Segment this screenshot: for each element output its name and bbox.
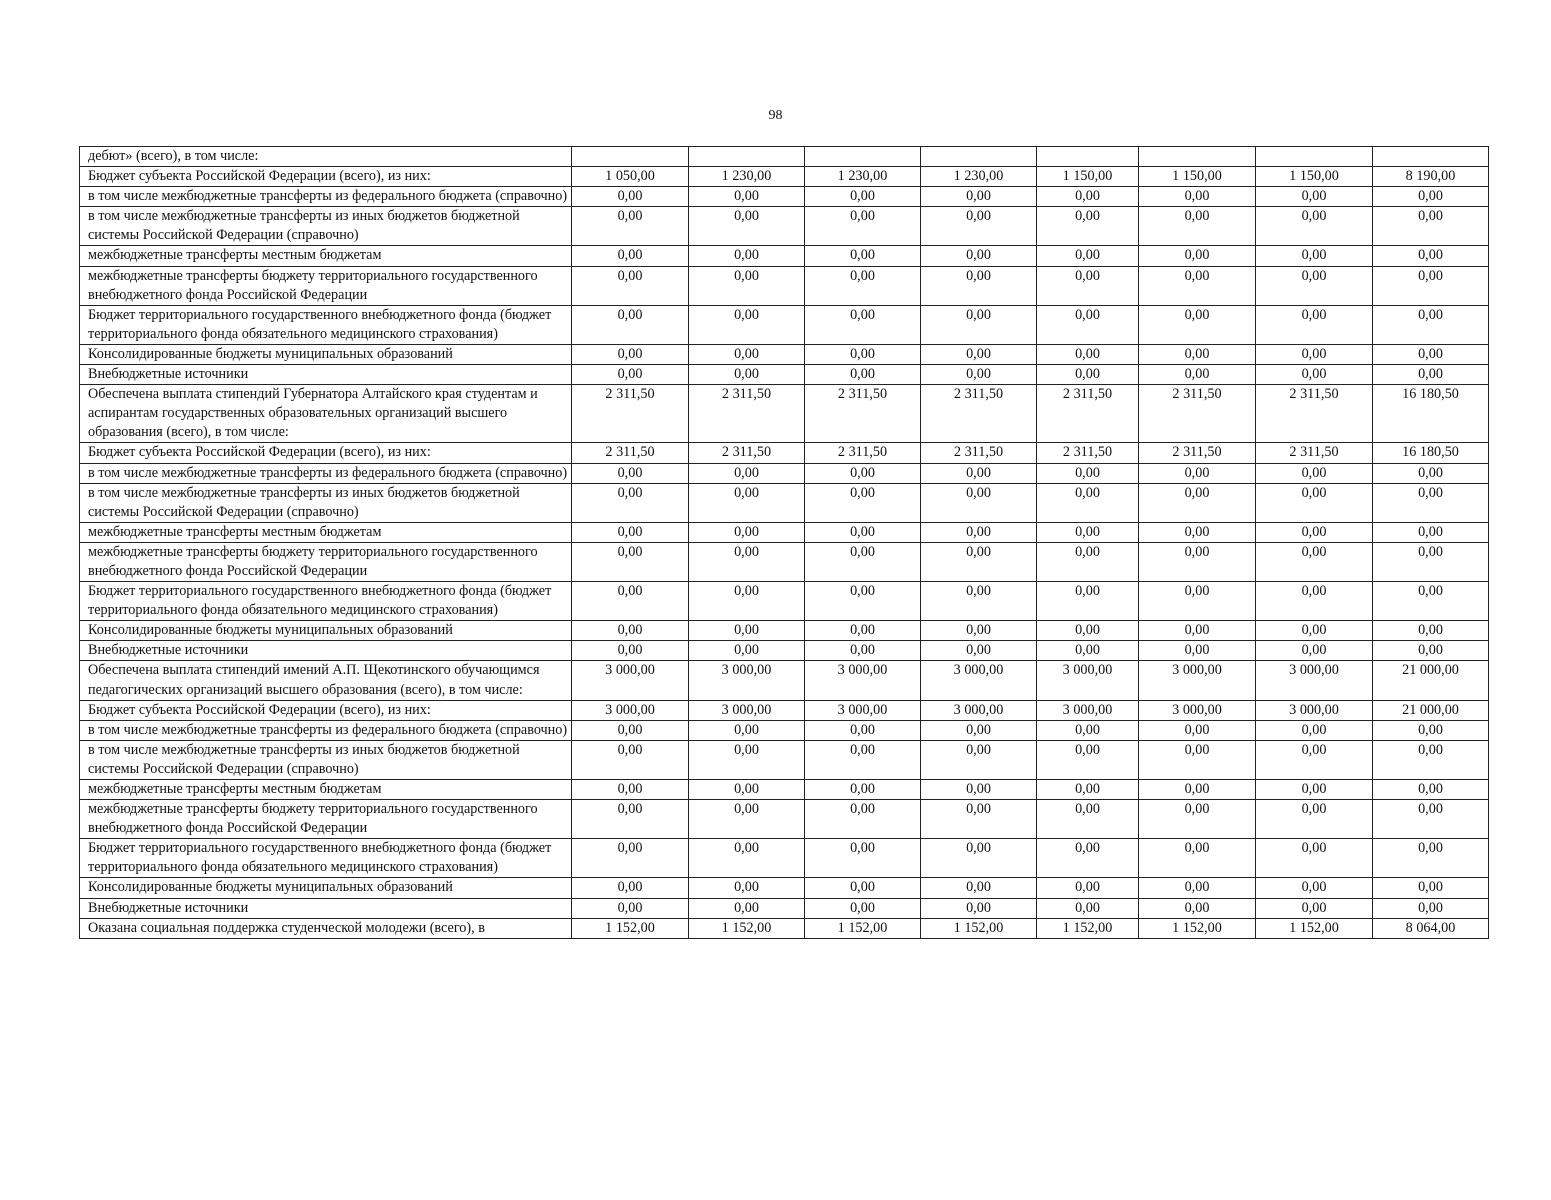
row-value-cell: 0,00 <box>1037 641 1139 661</box>
row-total-cell: 0,00 <box>1373 641 1489 661</box>
row-value-cell: 1 150,00 <box>1037 167 1139 187</box>
row-value-cell: 0,00 <box>1139 483 1256 522</box>
row-value-cell: 0,00 <box>689 740 805 779</box>
row-value-cell: 0,00 <box>921 522 1037 542</box>
table-row <box>80 385 1489 443</box>
row-value-cell: 0,00 <box>805 305 921 344</box>
row-value-cell: 0,00 <box>805 582 921 621</box>
row-value-cell: 0,00 <box>1037 740 1139 779</box>
table-row <box>80 800 1489 839</box>
row-value-cell: 0,00 <box>921 542 1037 581</box>
row-value-cell: 0,00 <box>1256 305 1373 344</box>
row-label: Консолидированные бюджеты муниципальных образований <box>80 878 572 898</box>
row-total-cell: 0,00 <box>1373 780 1489 800</box>
row-value-cell: 0,00 <box>1139 839 1256 878</box>
row-value-cell: 1 150,00 <box>1139 167 1256 187</box>
page-number: 98 <box>768 108 783 123</box>
row-value-cell: 0,00 <box>572 839 689 878</box>
row-value-cell: 0,00 <box>1037 522 1139 542</box>
row-value-cell: 0,00 <box>805 800 921 839</box>
row-value-cell: 0,00 <box>1256 207 1373 246</box>
row-value-cell: 0,00 <box>689 878 805 898</box>
row-value-cell: 0,00 <box>921 344 1037 364</box>
row-value-cell: 2 311,50 <box>1037 385 1139 443</box>
row-value-cell: 0,00 <box>1256 898 1373 918</box>
row-value-cell: 1 152,00 <box>1256 918 1373 938</box>
row-value-cell: 0,00 <box>1037 720 1139 740</box>
row-value-cell: 0,00 <box>689 305 805 344</box>
row-label: Обеспечена выплата стипендий Губернатора Алтайского края студентам и аспирантам государственных образовательных организаций высшего образования (всего), в том числе: <box>80 385 572 443</box>
row-value-cell: 0,00 <box>1037 365 1139 385</box>
row-value-cell <box>1037 147 1139 167</box>
row-value-cell: 0,00 <box>689 344 805 364</box>
row-value-cell: 0,00 <box>1256 344 1373 364</box>
row-value-cell: 0,00 <box>1037 898 1139 918</box>
table-row <box>80 344 1489 364</box>
row-value-cell: 0,00 <box>572 266 689 305</box>
row-value-cell <box>1139 147 1256 167</box>
row-value-cell: 0,00 <box>921 839 1037 878</box>
row-total-cell: 0,00 <box>1373 463 1489 483</box>
row-value-cell: 1 152,00 <box>689 918 805 938</box>
row-total-cell: 0,00 <box>1373 621 1489 641</box>
row-value-cell: 3 000,00 <box>1256 661 1373 700</box>
row-label: в том числе межбюджетные трансферты из федерального бюджета (справочно) <box>80 187 572 207</box>
row-value-cell: 0,00 <box>921 878 1037 898</box>
row-label: Бюджет территориального государственного внебюджетного фонда (бюджет территориального фонда обязательного медицинского страхования) <box>80 839 572 878</box>
table-row <box>80 661 1489 700</box>
row-value-cell: 0,00 <box>1037 582 1139 621</box>
row-value-cell: 0,00 <box>572 878 689 898</box>
row-total-cell: 0,00 <box>1373 365 1489 385</box>
row-label: Оказана социальная поддержка студенческой молодежи (всего), в <box>80 918 572 938</box>
row-value-cell: 0,00 <box>1256 483 1373 522</box>
table-row <box>80 839 1489 878</box>
row-value-cell: 3 000,00 <box>805 661 921 700</box>
row-total-cell: 16 180,50 <box>1373 443 1489 463</box>
row-value-cell: 0,00 <box>921 898 1037 918</box>
row-total-cell: 0,00 <box>1373 207 1489 246</box>
row-value-cell: 0,00 <box>805 878 921 898</box>
row-value-cell: 0,00 <box>689 266 805 305</box>
row-value-cell: 0,00 <box>921 582 1037 621</box>
row-value-cell: 0,00 <box>1139 641 1256 661</box>
row-value-cell: 3 000,00 <box>805 700 921 720</box>
row-value-cell: 0,00 <box>689 839 805 878</box>
row-value-cell: 0,00 <box>1037 207 1139 246</box>
row-value-cell: 0,00 <box>689 641 805 661</box>
row-value-cell: 0,00 <box>1256 542 1373 581</box>
row-value-cell: 2 311,50 <box>1139 443 1256 463</box>
row-value-cell: 0,00 <box>689 187 805 207</box>
table-row <box>80 246 1489 266</box>
table-row <box>80 207 1489 246</box>
row-value-cell: 0,00 <box>921 800 1037 839</box>
table-row <box>80 522 1489 542</box>
row-total-cell: 0,00 <box>1373 720 1489 740</box>
row-value-cell: 1 230,00 <box>805 167 921 187</box>
row-value-cell: 0,00 <box>921 266 1037 305</box>
row-label: межбюджетные трансферты бюджету территориального государственного внебюджетного фонда Российской Федерации <box>80 542 572 581</box>
row-total-cell: 21 000,00 <box>1373 661 1489 700</box>
row-value-cell: 0,00 <box>689 542 805 581</box>
row-value-cell: 0,00 <box>921 207 1037 246</box>
row-value-cell: 0,00 <box>572 522 689 542</box>
row-label: в том числе межбюджетные трансферты из федерального бюджета (справочно) <box>80 720 572 740</box>
row-label: межбюджетные трансферты бюджету территориального государственного внебюджетного фонда Российской Федерации <box>80 266 572 305</box>
row-value-cell: 0,00 <box>689 522 805 542</box>
row-value-cell: 0,00 <box>805 621 921 641</box>
row-value-cell: 0,00 <box>1037 246 1139 266</box>
row-value-cell: 0,00 <box>1139 621 1256 641</box>
row-value-cell: 0,00 <box>1256 187 1373 207</box>
row-value-cell <box>805 147 921 167</box>
row-value-cell: 0,00 <box>921 621 1037 641</box>
table-row <box>80 443 1489 463</box>
row-label: дебют» (всего), в том числе: <box>80 147 572 167</box>
row-value-cell: 0,00 <box>1256 582 1373 621</box>
row-value-cell: 0,00 <box>1139 207 1256 246</box>
row-label: Бюджет субъекта Российской Федерации (всего), из них: <box>80 700 572 720</box>
row-value-cell: 0,00 <box>1037 305 1139 344</box>
row-value-cell: 0,00 <box>572 740 689 779</box>
row-value-cell: 1 152,00 <box>1037 918 1139 938</box>
row-total-cell: 0,00 <box>1373 878 1489 898</box>
row-value-cell: 0,00 <box>805 207 921 246</box>
row-value-cell: 0,00 <box>572 187 689 207</box>
row-value-cell: 3 000,00 <box>1139 661 1256 700</box>
row-value-cell: 0,00 <box>921 483 1037 522</box>
row-total-cell: 0,00 <box>1373 344 1489 364</box>
row-label: Внебюджетные источники <box>80 641 572 661</box>
row-value-cell: 0,00 <box>805 246 921 266</box>
row-total-cell: 0,00 <box>1373 266 1489 305</box>
row-value-cell: 0,00 <box>921 305 1037 344</box>
row-value-cell: 0,00 <box>689 898 805 918</box>
row-value-cell: 0,00 <box>1139 582 1256 621</box>
row-value-cell: 0,00 <box>1139 266 1256 305</box>
row-total-cell: 0,00 <box>1373 187 1489 207</box>
row-value-cell: 0,00 <box>572 800 689 839</box>
row-label: межбюджетные трансферты местным бюджетам <box>80 780 572 800</box>
row-value-cell: 0,00 <box>1139 898 1256 918</box>
row-value-cell: 0,00 <box>572 542 689 581</box>
row-value-cell: 0,00 <box>1256 720 1373 740</box>
row-value-cell: 3 000,00 <box>921 661 1037 700</box>
row-total-cell: 0,00 <box>1373 740 1489 779</box>
table-row <box>80 365 1489 385</box>
row-label: Бюджет субъекта Российской Федерации (всего), из них: <box>80 443 572 463</box>
row-value-cell: 0,00 <box>572 621 689 641</box>
row-value-cell: 0,00 <box>805 740 921 779</box>
row-value-cell: 0,00 <box>1139 344 1256 364</box>
row-value-cell: 2 311,50 <box>572 443 689 463</box>
table-row <box>80 621 1489 641</box>
row-value-cell: 1 150,00 <box>1256 167 1373 187</box>
row-value-cell: 0,00 <box>689 780 805 800</box>
row-value-cell: 0,00 <box>1037 621 1139 641</box>
row-value-cell: 3 000,00 <box>1037 700 1139 720</box>
row-value-cell: 0,00 <box>1256 800 1373 839</box>
table-row <box>80 582 1489 621</box>
row-total-cell: 0,00 <box>1373 839 1489 878</box>
table-row <box>80 147 1489 167</box>
table-row <box>80 700 1489 720</box>
row-value-cell: 0,00 <box>805 720 921 740</box>
row-value-cell: 2 311,50 <box>921 443 1037 463</box>
row-value-cell: 2 311,50 <box>805 443 921 463</box>
row-value-cell: 0,00 <box>572 898 689 918</box>
row-label: Консолидированные бюджеты муниципальных образований <box>80 344 572 364</box>
row-value-cell: 0,00 <box>805 365 921 385</box>
table-row <box>80 780 1489 800</box>
row-value-cell: 2 311,50 <box>1256 443 1373 463</box>
row-total-cell: 21 000,00 <box>1373 700 1489 720</box>
row-label: Бюджет территориального государственного внебюджетного фонда (бюджет территориального фонда обязательного медицинского страхования) <box>80 582 572 621</box>
row-label: Обеспечена выплата стипендий имений А.П. Щекотинского обучающимся педагогических организаций высшего образования (всего), в том числе: <box>80 661 572 700</box>
row-value-cell: 0,00 <box>689 800 805 839</box>
row-value-cell: 0,00 <box>1037 344 1139 364</box>
row-total-cell: 0,00 <box>1373 305 1489 344</box>
row-value-cell: 0,00 <box>689 207 805 246</box>
row-value-cell: 0,00 <box>1037 483 1139 522</box>
row-value-cell: 0,00 <box>572 305 689 344</box>
row-value-cell: 0,00 <box>1256 780 1373 800</box>
table-row <box>80 898 1489 918</box>
row-value-cell: 0,00 <box>1037 800 1139 839</box>
table-row <box>80 878 1489 898</box>
row-value-cell: 1 230,00 <box>921 167 1037 187</box>
row-total-cell <box>1373 147 1489 167</box>
row-value-cell: 0,00 <box>1256 740 1373 779</box>
row-total-cell: 0,00 <box>1373 542 1489 581</box>
row-label: Внебюджетные источники <box>80 898 572 918</box>
row-value-cell: 0,00 <box>1037 878 1139 898</box>
budget-table <box>79 146 1489 939</box>
row-value-cell: 0,00 <box>1256 878 1373 898</box>
table-row <box>80 918 1489 938</box>
row-value-cell: 0,00 <box>1256 463 1373 483</box>
row-total-cell: 0,00 <box>1373 898 1489 918</box>
table-row <box>80 463 1489 483</box>
row-value-cell: 0,00 <box>1256 839 1373 878</box>
row-value-cell: 0,00 <box>1139 246 1256 266</box>
table-row <box>80 542 1489 581</box>
row-value-cell: 0,00 <box>572 463 689 483</box>
row-value-cell: 0,00 <box>1037 463 1139 483</box>
table-body <box>80 147 1489 939</box>
row-value-cell: 0,00 <box>1139 365 1256 385</box>
row-value-cell: 0,00 <box>1256 522 1373 542</box>
row-value-cell: 1 152,00 <box>921 918 1037 938</box>
row-label: Бюджет субъекта Российской Федерации (всего), из них: <box>80 167 572 187</box>
row-value-cell: 0,00 <box>805 344 921 364</box>
row-value-cell: 3 000,00 <box>921 700 1037 720</box>
row-value-cell: 0,00 <box>1037 187 1139 207</box>
row-value-cell: 0,00 <box>689 582 805 621</box>
table-row <box>80 187 1489 207</box>
row-value-cell <box>572 147 689 167</box>
row-value-cell: 0,00 <box>805 898 921 918</box>
row-label: Внебюджетные источники <box>80 365 572 385</box>
row-value-cell: 1 050,00 <box>572 167 689 187</box>
row-value-cell: 0,00 <box>689 463 805 483</box>
row-value-cell: 0,00 <box>572 641 689 661</box>
row-value-cell <box>921 147 1037 167</box>
row-value-cell: 0,00 <box>1139 542 1256 581</box>
row-value-cell: 0,00 <box>805 463 921 483</box>
row-label: Консолидированные бюджеты муниципальных образований <box>80 621 572 641</box>
row-value-cell: 0,00 <box>921 740 1037 779</box>
row-value-cell: 0,00 <box>572 483 689 522</box>
row-value-cell: 0,00 <box>1256 365 1373 385</box>
row-value-cell: 0,00 <box>921 246 1037 266</box>
row-value-cell: 2 311,50 <box>572 385 689 443</box>
row-value-cell: 0,00 <box>805 266 921 305</box>
row-value-cell: 3 000,00 <box>1256 700 1373 720</box>
table-row <box>80 740 1489 779</box>
row-value-cell: 0,00 <box>572 207 689 246</box>
row-total-cell: 8 190,00 <box>1373 167 1489 187</box>
row-value-cell: 0,00 <box>1139 463 1256 483</box>
row-value-cell: 1 152,00 <box>572 918 689 938</box>
row-value-cell: 1 152,00 <box>1139 918 1256 938</box>
row-value-cell: 2 311,50 <box>1256 385 1373 443</box>
row-value-cell: 1 230,00 <box>689 167 805 187</box>
row-total-cell: 0,00 <box>1373 483 1489 522</box>
row-value-cell <box>1256 147 1373 167</box>
row-value-cell: 0,00 <box>921 463 1037 483</box>
row-value-cell: 0,00 <box>572 246 689 266</box>
row-label: в том числе межбюджетные трансферты из иных бюджетов бюджетной системы Российской Федерации (справочно) <box>80 740 572 779</box>
row-total-cell: 16 180,50 <box>1373 385 1489 443</box>
row-value-cell: 0,00 <box>805 641 921 661</box>
row-value-cell: 0,00 <box>572 365 689 385</box>
row-label: межбюджетные трансферты бюджету территориального государственного внебюджетного фонда Российской Федерации <box>80 800 572 839</box>
row-value-cell: 2 311,50 <box>1037 443 1139 463</box>
row-value-cell: 0,00 <box>921 365 1037 385</box>
table-row <box>80 641 1489 661</box>
table-row <box>80 266 1489 305</box>
row-total-cell: 8 064,00 <box>1373 918 1489 938</box>
row-value-cell: 3 000,00 <box>1037 661 1139 700</box>
row-value-cell: 0,00 <box>1037 266 1139 305</box>
row-value-cell: 0,00 <box>1139 522 1256 542</box>
row-value-cell: 0,00 <box>1037 839 1139 878</box>
row-value-cell: 2 311,50 <box>689 443 805 463</box>
row-value-cell: 0,00 <box>572 720 689 740</box>
row-value-cell: 3 000,00 <box>1139 700 1256 720</box>
row-value-cell: 0,00 <box>805 780 921 800</box>
row-value-cell: 0,00 <box>689 621 805 641</box>
row-value-cell: 0,00 <box>1037 780 1139 800</box>
row-value-cell: 0,00 <box>805 522 921 542</box>
row-value-cell: 0,00 <box>1139 305 1256 344</box>
row-value-cell: 3 000,00 <box>689 700 805 720</box>
row-value-cell: 1 152,00 <box>805 918 921 938</box>
row-value-cell: 0,00 <box>921 641 1037 661</box>
table-row <box>80 305 1489 344</box>
row-value-cell: 0,00 <box>921 780 1037 800</box>
row-value-cell: 0,00 <box>1256 621 1373 641</box>
row-value-cell: 0,00 <box>1139 740 1256 779</box>
row-value-cell: 0,00 <box>921 187 1037 207</box>
row-value-cell: 2 311,50 <box>1139 385 1256 443</box>
row-value-cell: 0,00 <box>1139 187 1256 207</box>
row-value-cell: 0,00 <box>1037 542 1139 581</box>
row-value-cell: 0,00 <box>805 483 921 522</box>
row-value-cell: 0,00 <box>805 839 921 878</box>
row-value-cell: 0,00 <box>1256 641 1373 661</box>
row-value-cell: 0,00 <box>805 187 921 207</box>
row-value-cell: 0,00 <box>689 483 805 522</box>
row-value-cell <box>689 147 805 167</box>
row-value-cell: 3 000,00 <box>689 661 805 700</box>
row-value-cell: 0,00 <box>572 780 689 800</box>
row-label: в том числе межбюджетные трансферты из иных бюджетов бюджетной системы Российской Федерации (справочно) <box>80 207 572 246</box>
row-total-cell: 0,00 <box>1373 800 1489 839</box>
row-value-cell: 0,00 <box>689 246 805 266</box>
row-value-cell: 0,00 <box>689 365 805 385</box>
row-label: Бюджет территориального государственного внебюджетного фонда (бюджет территориального фонда обязательного медицинского страхования) <box>80 305 572 344</box>
row-value-cell: 2 311,50 <box>921 385 1037 443</box>
row-value-cell: 0,00 <box>689 720 805 740</box>
row-value-cell: 0,00 <box>1256 266 1373 305</box>
table-row <box>80 720 1489 740</box>
row-value-cell: 0,00 <box>1256 246 1373 266</box>
row-label: межбюджетные трансферты местным бюджетам <box>80 246 572 266</box>
row-value-cell: 3 000,00 <box>572 661 689 700</box>
row-value-cell: 3 000,00 <box>572 700 689 720</box>
row-total-cell: 0,00 <box>1373 246 1489 266</box>
row-label: межбюджетные трансферты местным бюджетам <box>80 522 572 542</box>
row-label: в том числе межбюджетные трансферты из федерального бюджета (справочно) <box>80 463 572 483</box>
table-row <box>80 483 1489 522</box>
row-value-cell: 0,00 <box>572 344 689 364</box>
row-value-cell: 2 311,50 <box>805 385 921 443</box>
row-value-cell: 0,00 <box>805 542 921 581</box>
row-value-cell: 0,00 <box>921 720 1037 740</box>
row-value-cell: 0,00 <box>572 582 689 621</box>
row-value-cell: 0,00 <box>1139 800 1256 839</box>
row-value-cell: 0,00 <box>1139 780 1256 800</box>
row-value-cell: 0,00 <box>1139 878 1256 898</box>
row-total-cell: 0,00 <box>1373 522 1489 542</box>
row-value-cell: 2 311,50 <box>689 385 805 443</box>
row-total-cell: 0,00 <box>1373 582 1489 621</box>
row-value-cell: 0,00 <box>1139 720 1256 740</box>
table-row <box>80 167 1489 187</box>
row-label: в том числе межбюджетные трансферты из иных бюджетов бюджетной системы Российской Федерации (справочно) <box>80 483 572 522</box>
